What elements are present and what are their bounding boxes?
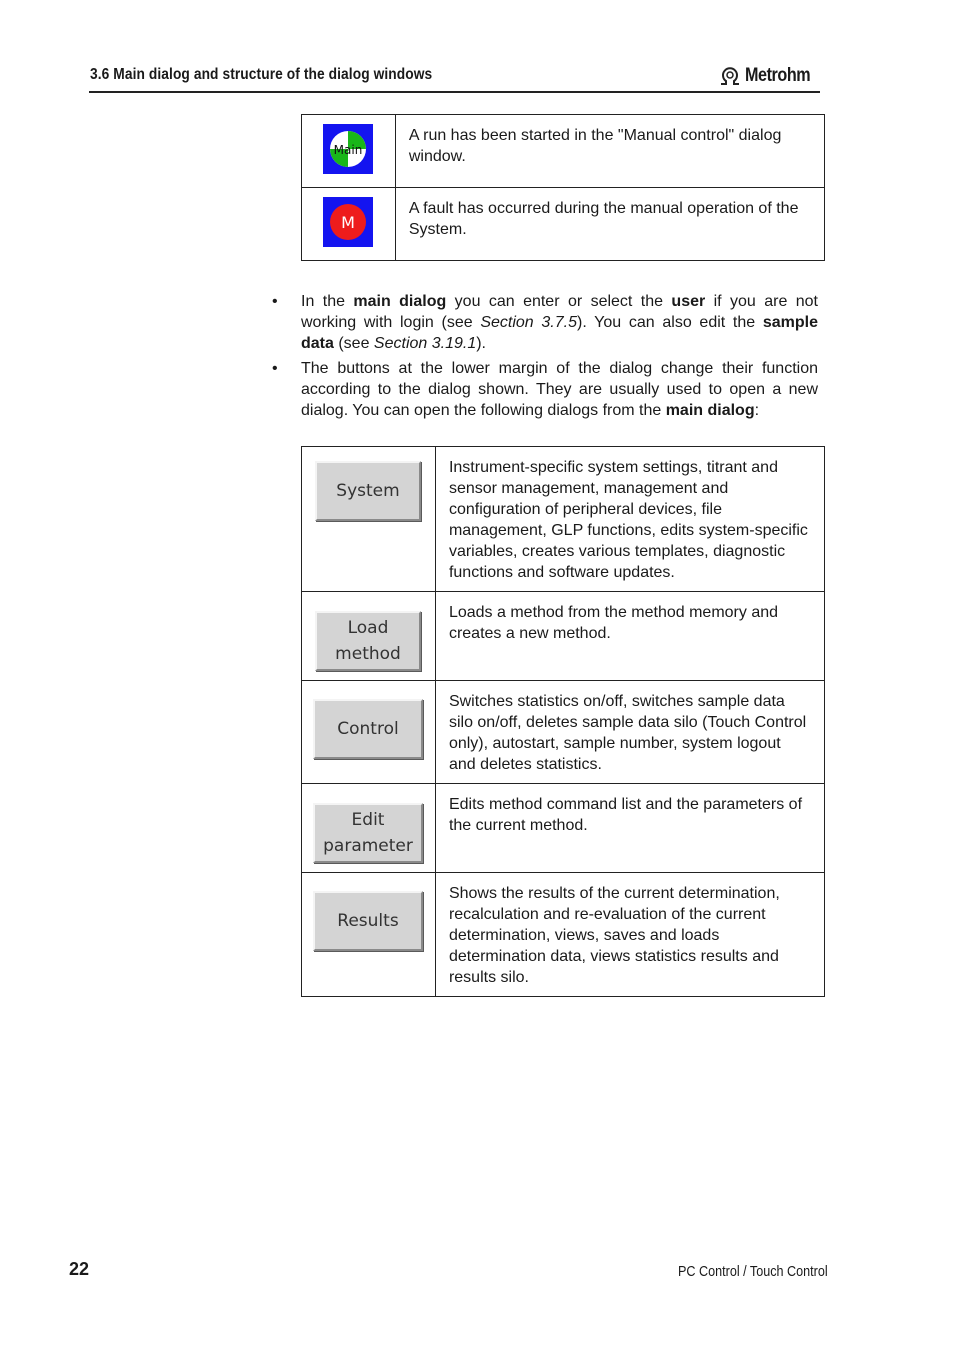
- button-description: Loads a method from the method memory and creates a new method.: [435, 592, 824, 681]
- bullet-list: [270, 291, 818, 425]
- section-reference[interactable]: Section 3.19.1: [373, 335, 477, 352]
- emphasis-main-dialog: main dialog: [353, 293, 447, 310]
- section-title: 3.6 Main dialog and structure of the dialog windows: [90, 66, 433, 83]
- table-row: [302, 784, 825, 873]
- main-running-icon: [323, 124, 373, 174]
- table-row: [302, 873, 825, 997]
- status-description: A run has been started in the "Manual control" dialog window.: [395, 115, 824, 188]
- main-icon-label: Main: [334, 142, 363, 157]
- system-button[interactable]: System: [315, 461, 421, 521]
- list-item: • In the main dialog you can enter or select the user if you are not working with login (see Section 3.7.5). You can also edit the sample data (see Section 3.19.1).: [272, 293, 819, 352]
- metrohm-logo: [719, 64, 822, 88]
- list-item: • The buttons at the lower margin of the dialog change their function according to the dialog shown. They are usually used to open a new dialog. You can open the following dialogs from the main dialog:: [272, 360, 818, 419]
- manual-fault-icon: [323, 197, 373, 247]
- control-button[interactable]: Control: [313, 699, 423, 759]
- header-divider: [89, 91, 820, 93]
- fault-icon-label: M: [341, 212, 356, 232]
- table-row: [302, 681, 825, 784]
- status-icon-table: [301, 114, 825, 261]
- button-description: Switches statistics on/off, switches sample data silo on/off, deletes sample data silo (Touch Control only), autostart, sample number, system logout and deletes statistics.: [435, 681, 824, 784]
- bullet-icon: •: [272, 360, 278, 377]
- results-button[interactable]: Results: [313, 891, 423, 951]
- product-name: PC Control / Touch Control: [678, 1263, 828, 1280]
- edit-parameter-button[interactable]: Edit parameter: [313, 803, 423, 863]
- load-method-button[interactable]: Load method: [315, 611, 421, 671]
- page-number: 22: [69, 1259, 90, 1279]
- table-row: [302, 115, 825, 188]
- status-description: A fault has occurred during the manual operation of the System.: [395, 188, 824, 261]
- bullet-icon: •: [272, 293, 278, 310]
- logo-text: Metrohm: [745, 65, 811, 86]
- table-row: [302, 188, 825, 261]
- button-description: Edits method command list and the parameters of the current method.: [435, 784, 824, 873]
- table-row: [302, 447, 825, 592]
- dialog-buttons-table: [301, 446, 825, 997]
- emphasis-main-dialog: main dialog: [665, 402, 755, 419]
- metrohm-omega-icon: [719, 67, 741, 85]
- emphasis-user: user: [671, 293, 706, 310]
- emphasis-sample-data: sample data: [301, 314, 819, 352]
- table-row: [302, 592, 825, 681]
- button-description: Instrument-specific system settings, titrant and sensor management, management and configuration of peripheral devices, file management, GLP functions, edits system-specific variables, creates various templates, diagnostic functions and software updates.: [435, 447, 824, 592]
- button-description: Shows the results of the current determination, recalculation and re-evaluation of the current determination, views, saves and loads determination data, views statistics results and results silo.: [435, 873, 824, 997]
- section-reference[interactable]: Section 3.7.5: [480, 314, 577, 331]
